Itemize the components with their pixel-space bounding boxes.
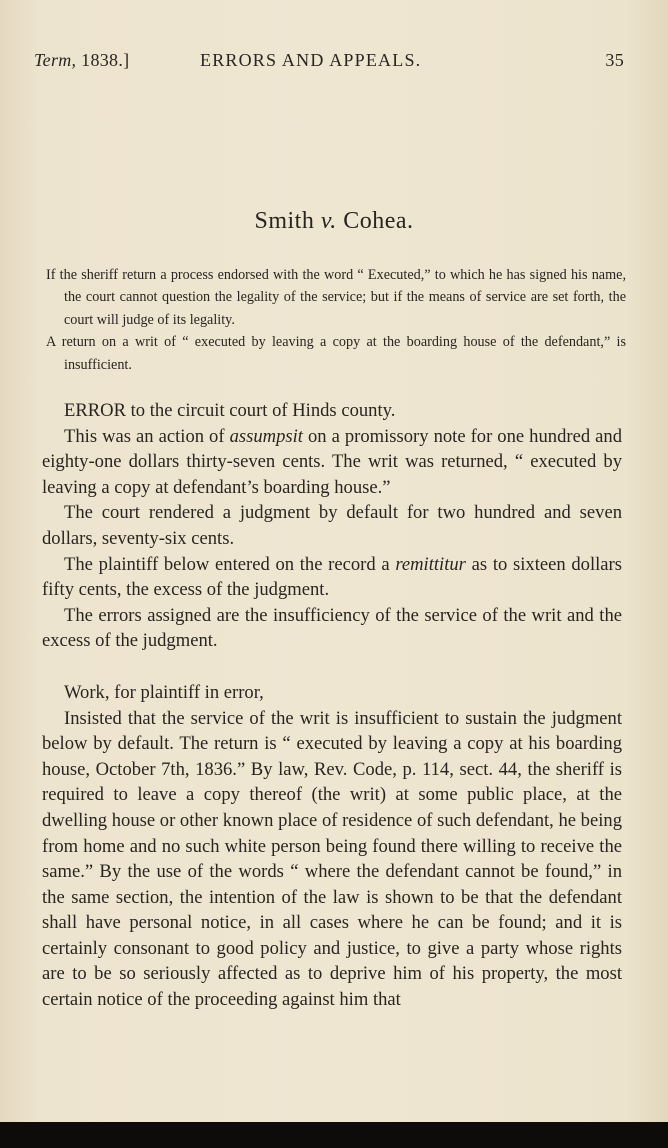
- body-paragraph: This was an action of assumpsit on a promissory note for one hundred and eighty-one dollars thirty-seven cents. The writ was returned, “ executed by leaving a copy at defendant’s boarding house.”: [42, 425, 622, 498]
- body-paragraph: The errors assigned are the insufficiency of the service of the writ and the excess of the judgment.: [42, 604, 622, 652]
- page-bottom-edge: [0, 1122, 668, 1148]
- term-label: Term, 1838.]: [34, 50, 130, 70]
- running-title: ERRORS AND APPEALS.: [200, 50, 422, 70]
- headnote-paragraph: A return on a writ of “ executed by leaving a copy at the boarding house of the defendant,” is insufficient.: [46, 334, 626, 373]
- opinion-body: [42, 398, 622, 1013]
- counsel-line: Work, for plaintiff in error,: [64, 681, 264, 703]
- headnote-paragraph: If the sheriff return a process endorsed with the word “ Executed,” to which he has signed his name, the court cannot question the legality of the service; but if the means of service are set forth, the court will judge of its legality.: [46, 267, 626, 328]
- error-statement: ERROR to the circuit court of Hinds county.: [64, 400, 396, 421]
- case-title: Smith v. Cohea.: [254, 208, 414, 234]
- body-paragraph: The plaintiff below entered on the record a remittitur as to sixteen dollars fifty cents, the excess of the judgment.: [42, 553, 622, 601]
- headnote: [46, 264, 626, 376]
- running-header: [34, 50, 624, 74]
- argument-paragraph: Insisted that the service of the writ is insufficient to sustain the judgment below by default. The return is “ executed by leaving a copy at his boarding house, October 7th, 1836.” By law, Rev. Code, p. 114, sect. 44, the sheriff is required to leave a copy thereof (the writ) at some public place, at the dwelling house or other known place of residence of such defendant, he being from home and no such white person being found there willing to receive the same.” By the use of the words “ where the defendant cannot be found,” in the same section, the intention of the law is shown to be that the defendant shall have personal notice, in all cases where he can be found; and it is certainly consonant to good policy and justice, to give a party whose rights are to be so seriously affected as to deprive him of his property, the most certain notice of the proceeding against him that: [42, 707, 622, 1011]
- paragraph-spacer: [42, 654, 622, 680]
- page-number: 35: [605, 50, 624, 70]
- body-paragraph: The court rendered a judgment by default for two hundred and seven dollars, seventy-six cents.: [42, 502, 622, 549]
